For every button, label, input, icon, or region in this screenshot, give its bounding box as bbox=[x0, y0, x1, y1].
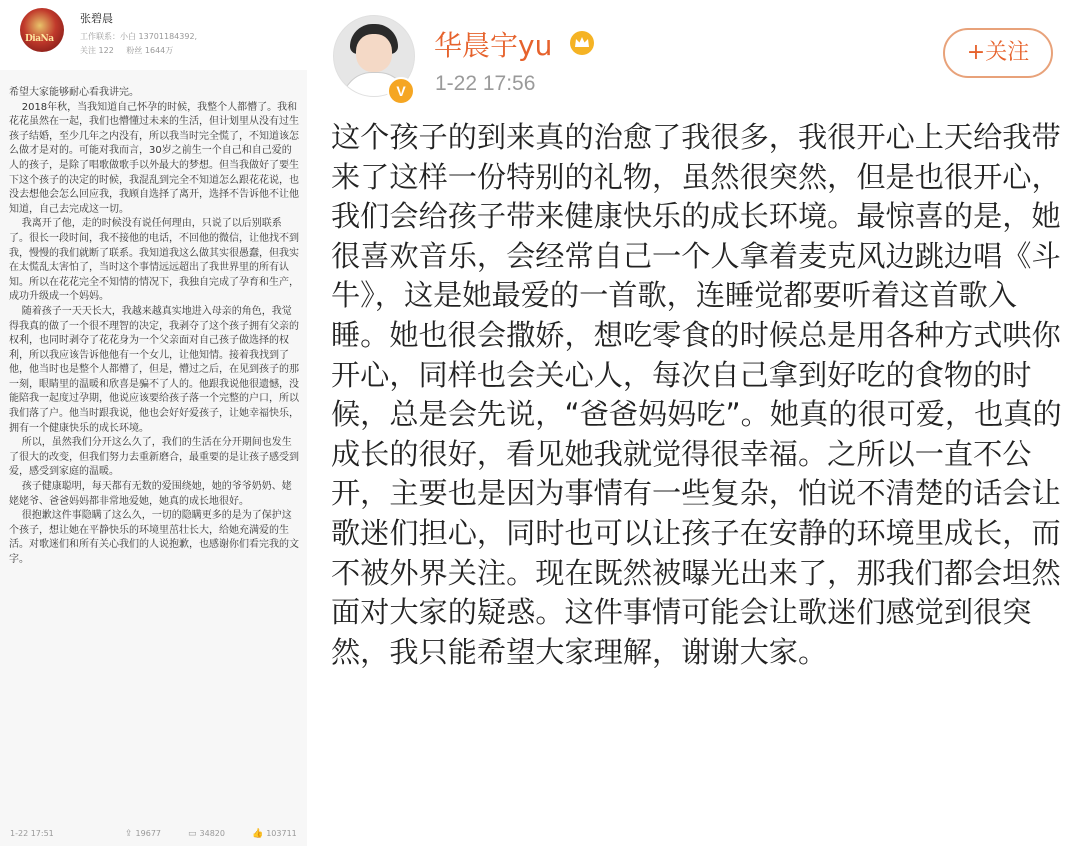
share-button[interactable] bbox=[125, 829, 161, 839]
thumbs-up-icon: 👍 bbox=[252, 829, 264, 839]
avatar-face bbox=[356, 34, 392, 72]
verified-badge-icon: V bbox=[387, 77, 415, 105]
crown-icon bbox=[569, 30, 595, 56]
like-button[interactable] bbox=[252, 829, 297, 839]
post-time: 1-22 17:51 bbox=[10, 829, 54, 838]
following-count[interactable]: 关注 122 bbox=[80, 46, 114, 55]
follow-button[interactable]: +关注 bbox=[943, 28, 1053, 78]
comment-button[interactable] bbox=[188, 829, 225, 839]
profile-stats bbox=[80, 45, 183, 56]
followers-count[interactable]: 粉丝 1644万 bbox=[126, 46, 174, 55]
avatar-logo-text: DiaNa bbox=[25, 34, 54, 44]
comment-count: 34820 bbox=[199, 829, 225, 838]
share-count: 19677 bbox=[135, 829, 161, 838]
post-body: 这个孩子的到来真的治愈了我很多，我很开心上天给我带来了这样一份特别的礼物，虽然很突然，但是也很开心，我们会给孩子带来健康快乐的成长环境。最惊喜的是，她很喜欢音乐，会经常自己一个人拿着麦克风边跳边唱《斗牛》，这是她最爱的一首歌，连睡觉都要听着这首歌入睡。她也很会撒娇，想吃零食的时候总是用各种方式哄你开心，同样也会关心人，每次自己拿到好吃的食物的时候，总是会先说，“爸爸妈妈吃”。她真的很可爱，也真的成长的很好，看见她我就觉得很幸福。之所以一直不公开，主要也是因为事情有一些复杂，怕说不清楚的话会让歌迷们担心，同时也可以让孩子在安静的环境里成长，而不被外界关注。现在既然被曝光出来了，那我们都会坦然面对大家的疑惑。这件事情可能会让歌迷们感觉到很突然，我只能希望大家理解，谢谢大家。 bbox=[331, 120, 1062, 669]
left-post-header bbox=[0, 0, 307, 70]
left-post bbox=[0, 0, 307, 846]
avatar[interactable] bbox=[20, 8, 64, 52]
post-body: 希望大家能够耐心看我讲完。 2018年秋，当我知道自己怀孕的时候，我整个人都懵了。我和花花虽然在一起，我们也懵懂过未来的生活，但计划里从没有过生孩子结婚，至少几年之内没有，所以我当时完全慌了，不知道该怎么做才是对的。可能对我而言，30岁之前生一个自己和自己爱的人的孩子，是除了唱歌做歌手以外最大的梦想。但当我做好了要生下这个孩子的决定的时候，我混乱到完全不知道怎么跟花花说，也没去想他会怎么回应我，我顾自选择了离开，选择不告诉他不让他知道，自己去完成这一切。 我离开了他，走的时候没有说任何理由，只说了以后别联系了。很长一段时间，我不接他的电话，不回他的微信，让他找不到我，慢慢的我们就断了联系。我知道我这么做其实很愚蠢，但我实在太慌乱太害怕了，当时这个事情远远超出了我世界里的所有认知。所以在花花完全不知情的情况下，我独自完成了孕育和生产，成功升级成一个妈妈。 随着孩子一天天长大，我越来越真实地进入母亲的角色，我觉得我真的做了一个很不理智的决定，我剥夺了这个孩子拥有父亲的权利，也同时剥夺了花花身为一个父亲面对自己孩子做选择的权利，所以我应该告诉他他有一个女儿，让他知情。接着我找到了他，他当时也是整个人都懵了，但是，懵过之后，在见到孩子的那一刻，眼睛里的温暖和欣喜是骗不了人的。他跟我说他很遗憾，没能陪我一起度过孕期，他说应该要给孩子落一个完整的户口，所以我们落了户。他当时跟我说，他也会好好爱孩子，让她幸福快乐，拥有一个健康快乐的成长环境。 所以，虽然我们分开这么久了，我们的生活在分开期间也发生了很大的改变，但我们努力去重新磨合，最重要的是让孩子感受到爱，感受到家庭的温暖。 孩子健康聪明，每天都有无数的爱围绕她，她的爷爷奶奶、姥姥姥爷、爸爸妈妈都非常地爱她，她真的成长地很好。 很抱歉这件事隐瞒了这么久，一切的隐瞒更多的是为了保护这个孩子，想让她在平静快乐的环境里茁壮长大，给她充满爱的生活。对歌迷们和所有关心我们的人说抱歉，也感谢你们看完我的文字。 bbox=[9, 87, 299, 565]
author-name[interactable]: 张碧晨 bbox=[80, 12, 113, 25]
comment-icon: ▭ bbox=[188, 829, 197, 839]
post-time: 1-22 17:56 bbox=[435, 72, 536, 95]
right-post bbox=[307, 0, 1080, 846]
like-count: 103711 bbox=[266, 829, 297, 838]
contact-info: 工作联系：小白 13701184392, bbox=[80, 32, 198, 41]
share-icon: ⇪ bbox=[125, 829, 133, 839]
author-name[interactable]: 华晨宇yu bbox=[434, 29, 553, 62]
post-footer bbox=[0, 820, 307, 846]
